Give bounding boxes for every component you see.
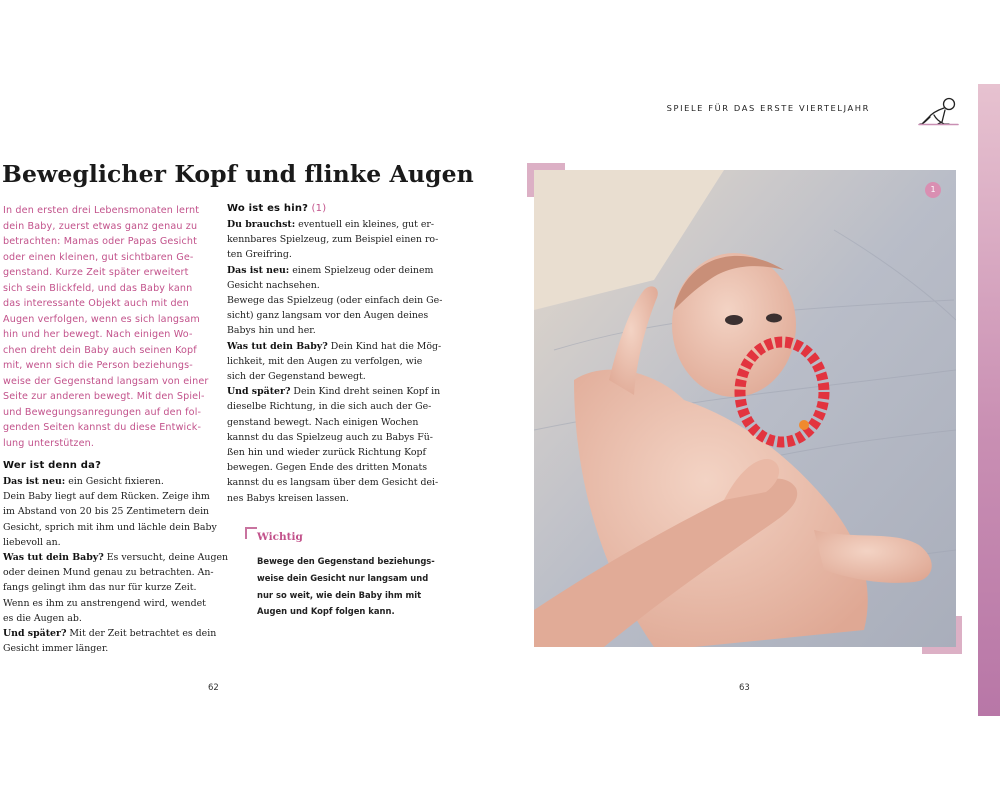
line-text: es die Augen ab. — [3, 612, 82, 624]
section-body-wo-ist-es-hin — [227, 217, 443, 506]
section-heading-wer-ist-denn-da: Wer ist denn da? — [3, 460, 102, 471]
note-line: nur so weit, wie dein Baby ihm mit — [257, 589, 422, 600]
intro-paragraph — [3, 203, 209, 451]
line-text: genstand bewegt. Nach einigen Wochen — [227, 416, 419, 428]
page-number-right: 63 — [739, 683, 750, 693]
photo-number-badge: 1 — [925, 182, 941, 198]
line-text: oder deinen Mund genau zu betrachten. An- — [3, 567, 214, 579]
section-body-wer-ist-denn-da — [3, 474, 229, 656]
line-text: Gesicht immer länger. — [3, 643, 109, 655]
text-line — [227, 278, 427, 293]
text-line — [3, 611, 223, 626]
line-text: sicht) ganz langsam vor den Augen deines — [227, 310, 429, 322]
line-text: ßen hin und wieder zurück Richtung Kopf — [227, 447, 426, 459]
text-line — [227, 445, 427, 460]
bold-label: Das ist neu: — [227, 264, 290, 276]
text-line — [3, 535, 223, 550]
note-line: Augen und Kopf folgen kann. — [257, 606, 395, 617]
text-line — [227, 339, 442, 354]
crawling-baby-icon — [918, 95, 960, 129]
line-text: ten Greifring. — [227, 249, 292, 261]
section-heading-text: Wo ist es hin? — [227, 203, 309, 214]
text-line — [3, 520, 223, 535]
line-text: Bewege das Spielzeug (oder einfach dein Ge- — [227, 295, 443, 307]
text-line — [227, 369, 427, 384]
line-text: einem Spielzeug oder deinem — [289, 264, 434, 276]
line-text: Es versucht, deine Augen — [103, 552, 229, 564]
intro-line: sich sein Blickfeld, und das Baby kann — [3, 282, 193, 294]
line-text: Babys hin und her. — [227, 325, 316, 337]
line-text: ein Gesicht fixieren. — [65, 476, 164, 487]
line-text: bewegen. Gegen Ende des dritten Monats — [227, 462, 428, 474]
note-corner-mark — [245, 527, 257, 539]
intro-line: In den ersten drei Lebensmonaten lernt — [3, 205, 200, 216]
text-line — [3, 580, 223, 595]
line-text: kannst du es langsam über dem Gesicht dei- — [227, 477, 439, 489]
text-line — [3, 550, 229, 565]
bold-label: Das ist neu: — [3, 476, 66, 487]
text-line — [3, 641, 223, 656]
line-text: im Abstand von 20 bis 25 Zentimetern dein — [3, 506, 210, 518]
intro-line: mit, wenn sich die Person beziehungs- — [3, 360, 193, 371]
line-text: sich der Gegenstand bewegt. — [227, 371, 366, 383]
bold-label: Und später? — [227, 386, 291, 398]
bold-label: Was tut dein Baby? — [227, 340, 328, 352]
intro-line: und Bewegungsanregungen auf den fol- — [3, 406, 202, 418]
intro-line: genstand. Kurze Zeit später erweitert — [3, 267, 189, 278]
baby-photo — [534, 170, 956, 647]
text-line — [227, 430, 433, 445]
line-text: Mit der Zeit betrachtet es dein — [66, 628, 217, 640]
page-number-left: 62 — [208, 683, 219, 693]
intro-line: lung unterstützen. — [3, 437, 95, 449]
line-text: kennbares Spielzeug, zum Beispiel einen ro- — [227, 234, 439, 246]
line-text: liebevoll an. — [3, 536, 61, 548]
line-text: Dein Kind hat die Mög- — [327, 340, 442, 352]
text-line — [227, 323, 427, 338]
text-line — [227, 263, 434, 278]
text-line — [227, 415, 427, 430]
line-text: fangs gelingt ihm das nur für kurze Zeit. — [3, 582, 197, 594]
text-line — [3, 489, 223, 504]
note-line: weise dein Gesicht nur langsam und — [257, 572, 429, 583]
intro-line: genden Seiten kannst du diese Entwick- — [3, 422, 202, 433]
text-line — [3, 474, 223, 489]
page-title: Beweglicher Kopf und flinke Augen — [2, 160, 474, 188]
text-line — [227, 247, 427, 262]
line-text: kannst du das Spielzeug auch zu Babys Fü- — [227, 431, 433, 443]
text-line — [227, 232, 439, 247]
intro-line: weise der Gegenstand langsam von einer — [3, 375, 209, 387]
line-text: eventuell ein kleines, gut er- — [295, 219, 435, 230]
line-text: lichkeit, mit den Augen zu verfolgen, wie — [227, 355, 423, 367]
text-line — [227, 308, 427, 323]
page-edge-tab — [978, 84, 1000, 716]
line-text: Wenn es ihm zu anstrengend wird, wendet — [3, 597, 206, 609]
photo-reference: (1) — [308, 203, 327, 214]
line-text: Gesicht, sprich mit ihm und lächle dein Baby — [3, 521, 217, 533]
intro-line: Seite zur anderen bewegt. Mit den Spiel- — [3, 391, 205, 402]
text-line — [227, 354, 427, 369]
line-text: nes Babys kreisen lassen. — [227, 492, 349, 504]
bold-label: Was tut dein Baby? — [3, 552, 104, 564]
intro-line: betrachten: Mamas oder Papas Gesicht — [3, 236, 198, 247]
text-line — [227, 475, 439, 490]
text-line — [227, 217, 435, 232]
note-line: Bewege den Gegenstand beziehungs- — [257, 556, 435, 566]
intro-line: Augen verfolgen, wenn es sich langsam — [3, 313, 200, 325]
intro-line: chen dreht dein Baby auch seinen Kopf — [3, 344, 197, 356]
bold-label: Du brauchst: — [227, 219, 296, 230]
intro-line: hin und her bewegt. Nach einigen Wo- — [3, 329, 193, 340]
intro-line: das interessante Objekt auch mit den — [3, 298, 189, 309]
text-line — [227, 384, 441, 399]
running-head: SPIELE FÜR DAS ERSTE VIERTELJAHR — [666, 103, 870, 113]
text-line — [3, 565, 223, 580]
intro-line: dein Baby, zuerst etwas ganz genau zu — [3, 220, 198, 232]
text-line — [3, 504, 223, 519]
note-title: Wichtig — [257, 531, 303, 543]
text-line — [227, 293, 443, 308]
text-line — [3, 626, 223, 641]
line-text: Dein Baby liegt auf dem Rücken. Zeige ihm — [3, 491, 210, 503]
line-text: Dein Kind dreht seinen Kopf in — [290, 386, 441, 398]
text-line — [227, 399, 432, 414]
intro-line: oder einen kleinen, gut sichtbaren Ge- — [3, 251, 194, 263]
text-line — [3, 596, 223, 611]
text-line — [227, 460, 427, 475]
bold-label: Und später? — [3, 628, 67, 640]
line-text: Gesicht nachsehen. — [227, 279, 320, 291]
line-text: dieselbe Richtung, in die sich auch der Ge- — [227, 401, 432, 413]
text-line — [227, 491, 427, 506]
note-body — [257, 553, 437, 620]
section-heading-wo-ist-es-hin — [227, 203, 326, 214]
